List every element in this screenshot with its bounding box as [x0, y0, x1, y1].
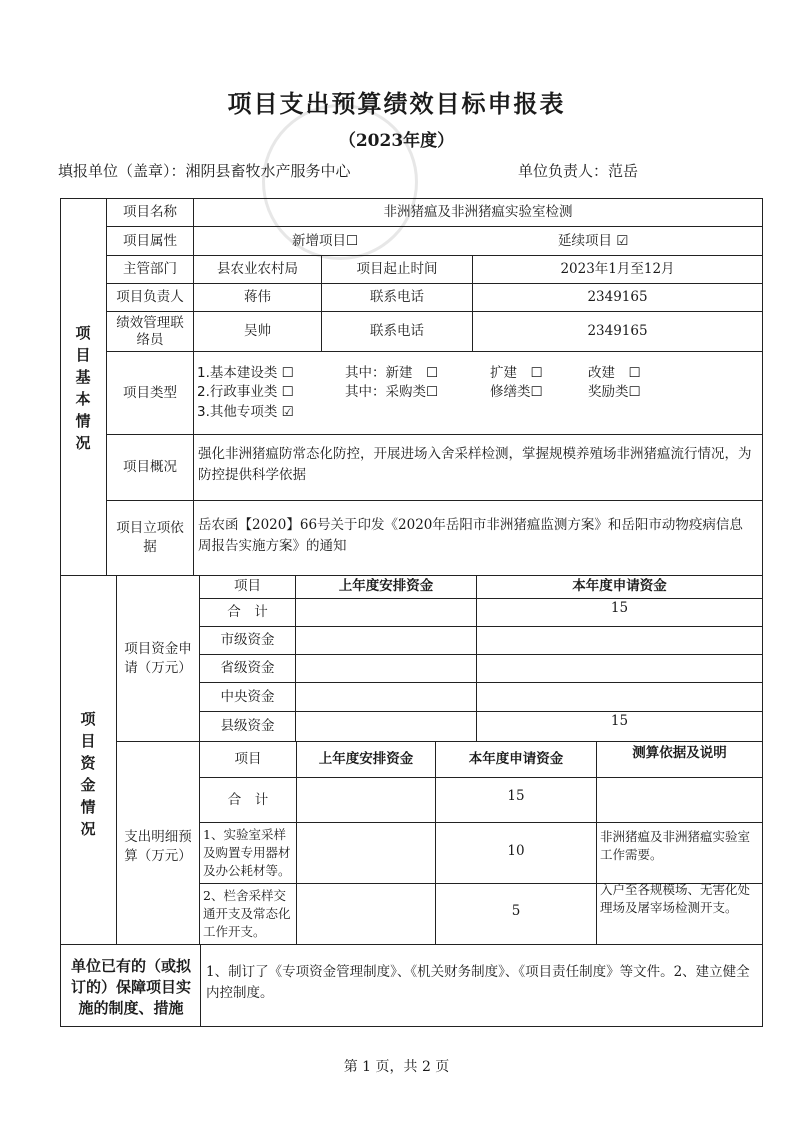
unit-label: 填报单位（盖章）：: [58, 162, 186, 180]
dept-value: 县农业农村局: [217, 261, 298, 277]
fund-col-this: 本年度申请资金: [572, 578, 667, 594]
perf-phone-label: 联系电话: [370, 323, 424, 339]
type-rebuild[interactable]: 改建 ☐: [588, 365, 641, 381]
detail-item-this: 5: [511, 903, 521, 919]
fund-row-name: 市级资金: [220, 632, 275, 648]
project-attr-label: 项目属性: [123, 233, 177, 249]
perf-person: 吴帅: [244, 323, 271, 339]
leader-line: [518, 160, 638, 181]
basic-section-label: 项目基本情况: [75, 324, 91, 452]
type-other[interactable]: 3.其他专项类 ☑: [197, 404, 294, 420]
form-year: （2023年度）: [338, 131, 455, 151]
fund-col-item: 项目: [234, 578, 261, 594]
project-name: 非洲猪瘟及非洲猪瘟实验室检测: [383, 204, 573, 220]
type-admin[interactable]: 2.行政事业类 ☐: [197, 384, 294, 400]
fund-col-last: 上年度安排资金: [338, 578, 434, 594]
detail-col-last: 上年度安排资金: [318, 751, 414, 767]
fund-row-name: 县级资金: [220, 718, 275, 734]
perf-phone: 2349165: [587, 323, 648, 339]
fund-apply-label: 项目资金申请（万元）: [124, 641, 192, 676]
type-reward[interactable]: 奖励类☐: [588, 384, 641, 400]
perf-label: 绩效管理联络员: [116, 315, 184, 348]
type-purchase[interactable]: 其中：采购类☐: [345, 384, 439, 400]
overview-text: 强化非洲猪瘟防常态化防控，开展进场入舍采样检测，掌握规模养殖场非洲猪瘟流行情况，为防控提供科学依据: [198, 446, 752, 483]
fund-row-name: 省级资金: [220, 660, 275, 676]
detail-total-label: 合 计: [227, 792, 269, 808]
period-value: 2023年1月至12月: [560, 261, 675, 277]
fund-row-this: 15: [610, 713, 629, 729]
type-new-build[interactable]: 其中：新建 ☐: [345, 365, 439, 381]
owner-name: 蒋伟: [244, 289, 271, 305]
type-repair[interactable]: 修缮类☐: [490, 384, 543, 400]
system-label: 单位已有的（或拟订的）保障项目实施的制度、措施: [70, 957, 191, 1017]
fund-row-this: 15: [610, 600, 629, 616]
fund-section-label: 项目资金情况: [80, 710, 96, 838]
detail-item-this: 10: [507, 843, 525, 859]
detail-total-value: 15: [507, 788, 525, 804]
period-label: 项目起止时间: [356, 261, 438, 277]
fund-row-name: 中央资金: [220, 689, 275, 705]
detail-item-name: 1、实验室采样及购置专用器材及办公耗材等。: [203, 827, 291, 878]
page-number: 第 1 页，共 2 页: [343, 1059, 450, 1075]
owner-phone: 2349165: [587, 289, 648, 305]
detail-col-this: 本年度申请资金: [468, 751, 564, 767]
detail-col-item: 项目: [234, 751, 262, 767]
detail-col-basis: 测算依据及说明: [632, 745, 727, 761]
fund-row-name: 合 计: [227, 604, 268, 620]
unit-line: [58, 160, 351, 181]
overview-label: 项目概况: [123, 459, 177, 475]
detail-item-name: 2、栏舍采样交通开支及常态化工作开支。: [203, 888, 291, 939]
attr-continue-checkbox[interactable]: 延续项目 ☑: [558, 233, 629, 249]
detail-item-note: 非洲猪瘟及非洲猪瘟实验室工作需要。: [600, 829, 751, 862]
project-name-label: 项目名称: [123, 204, 177, 220]
type-expand[interactable]: 扩建 ☐: [490, 365, 543, 381]
detail-item-note: 入户至各规模场、无害化处理场及屠宰场检测开支。: [600, 882, 751, 915]
basis-text: 岳农函【2020】66号关于印发《2020年岳阳市非洲猪瘟监测方案》和岳阳市动物疫病信息周报告实施方案》的通知: [198, 517, 743, 554]
type-label: 项目类型: [123, 385, 177, 401]
owner-label: 项目负责人: [116, 289, 184, 305]
detail-label: 支出明细预算（万元）: [124, 829, 192, 864]
dept-label: 主管部门: [123, 261, 177, 277]
leader-name: 范岳: [608, 162, 639, 180]
unit-name: 湘阴县畜牧水产服务中心: [185, 162, 351, 180]
basis-label: 项目立项依据: [116, 520, 184, 555]
leader-label: 单位负责人：: [518, 162, 609, 180]
attr-new-checkbox[interactable]: 新增项目☐: [292, 233, 359, 249]
system-text: 1、制订了《专项资金管理制度》、《机关财务制度》、《项目责任制度》等文件。2、建立健全内控制度。: [206, 964, 750, 1001]
form-title: 项目支出预算绩效目标申报表: [227, 90, 566, 118]
owner-phone-label: 联系电话: [370, 289, 424, 305]
type-basic-construction[interactable]: 1.基本建设类 ☐: [197, 365, 294, 381]
